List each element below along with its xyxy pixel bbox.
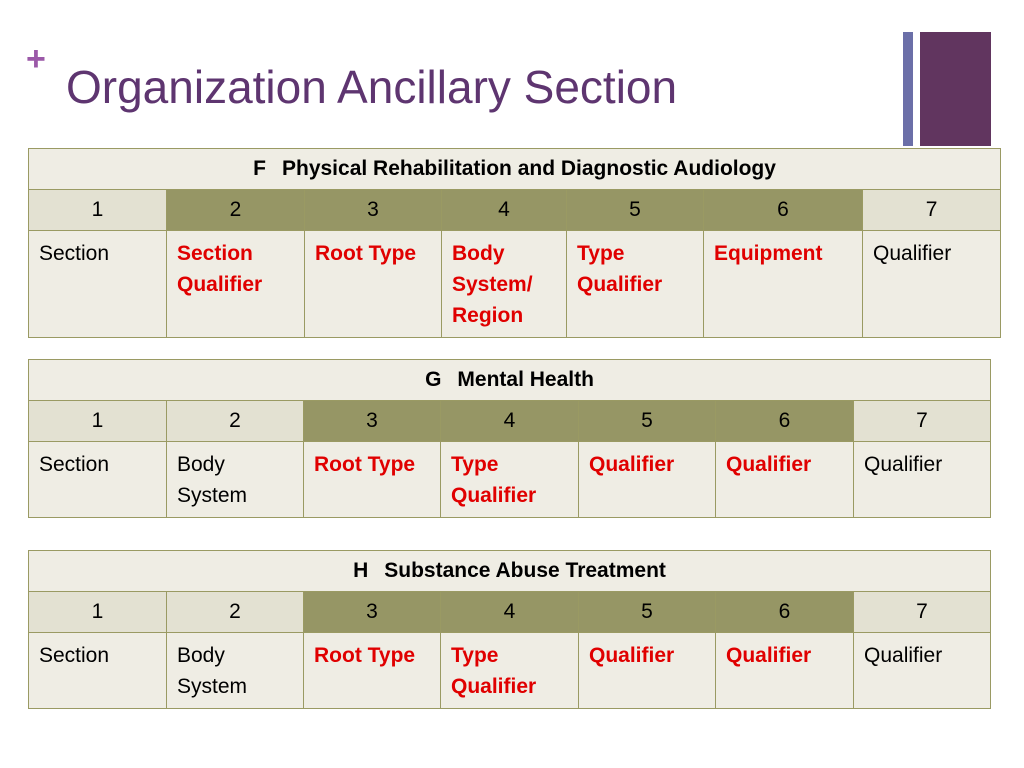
column-number: 3 [304, 401, 441, 442]
character-label: Qualifier [716, 633, 854, 709]
table-header [29, 360, 991, 401]
character-label: Qualifier [854, 633, 991, 709]
character-label: Body System/ Region [442, 231, 567, 338]
column-number: 7 [863, 190, 1001, 231]
character-label: Type Qualifier [567, 231, 704, 338]
table-header [29, 551, 991, 592]
section-name: Substance Abuse Treatment [384, 559, 666, 582]
column-number: 5 [579, 592, 716, 633]
column-number: 2 [167, 401, 304, 442]
character-label: Root Type [304, 442, 441, 518]
character-label: Section [29, 442, 167, 518]
column-number: 2 [167, 190, 305, 231]
character-label: Qualifier [579, 633, 716, 709]
character-label: Qualifier [716, 442, 854, 518]
character-label: Root Type [305, 231, 442, 338]
character-label: Root Type [304, 633, 441, 709]
column-number: 3 [304, 592, 441, 633]
section-name: Mental Health [457, 368, 594, 391]
character-label: Section [29, 231, 167, 338]
column-number: 1 [29, 592, 167, 633]
section-table-h [28, 550, 991, 709]
column-number: 1 [29, 190, 167, 231]
character-label: Body System [167, 442, 304, 518]
section-table-g [28, 359, 991, 518]
character-label: Section Qualifier [167, 231, 305, 338]
column-number: 6 [716, 401, 854, 442]
decorative-bar-thin [903, 32, 913, 146]
section-table-f [28, 148, 1001, 338]
column-number: 7 [854, 401, 991, 442]
section-letter: F [253, 157, 266, 180]
character-label: Type Qualifier [441, 633, 579, 709]
column-number: 5 [567, 190, 704, 231]
column-number: 3 [305, 190, 442, 231]
column-number: 6 [716, 592, 854, 633]
slide-title: Organization Ancillary Section [66, 61, 678, 113]
character-label: Type Qualifier [441, 442, 579, 518]
section-letter: G [425, 368, 442, 391]
column-number: 4 [442, 190, 567, 231]
plus-icon: + [26, 40, 46, 78]
character-label: Qualifier [863, 231, 1001, 338]
character-label: Section [29, 633, 167, 709]
character-label: Body System [167, 633, 304, 709]
column-number: 4 [441, 401, 579, 442]
column-number: 7 [854, 592, 991, 633]
character-label: Qualifier [579, 442, 716, 518]
table-header [29, 149, 1001, 190]
character-label: Equipment [704, 231, 863, 338]
decorative-bar-thick [920, 32, 991, 146]
column-number: 4 [441, 592, 579, 633]
column-number: 5 [579, 401, 716, 442]
column-number: 2 [167, 592, 304, 633]
section-name: Physical Rehabilitation and Diagnostic Audiology [281, 157, 776, 180]
section-letter: H [353, 559, 369, 582]
column-number: 1 [29, 401, 167, 442]
column-number: 6 [704, 190, 863, 231]
character-label: Qualifier [854, 442, 991, 518]
